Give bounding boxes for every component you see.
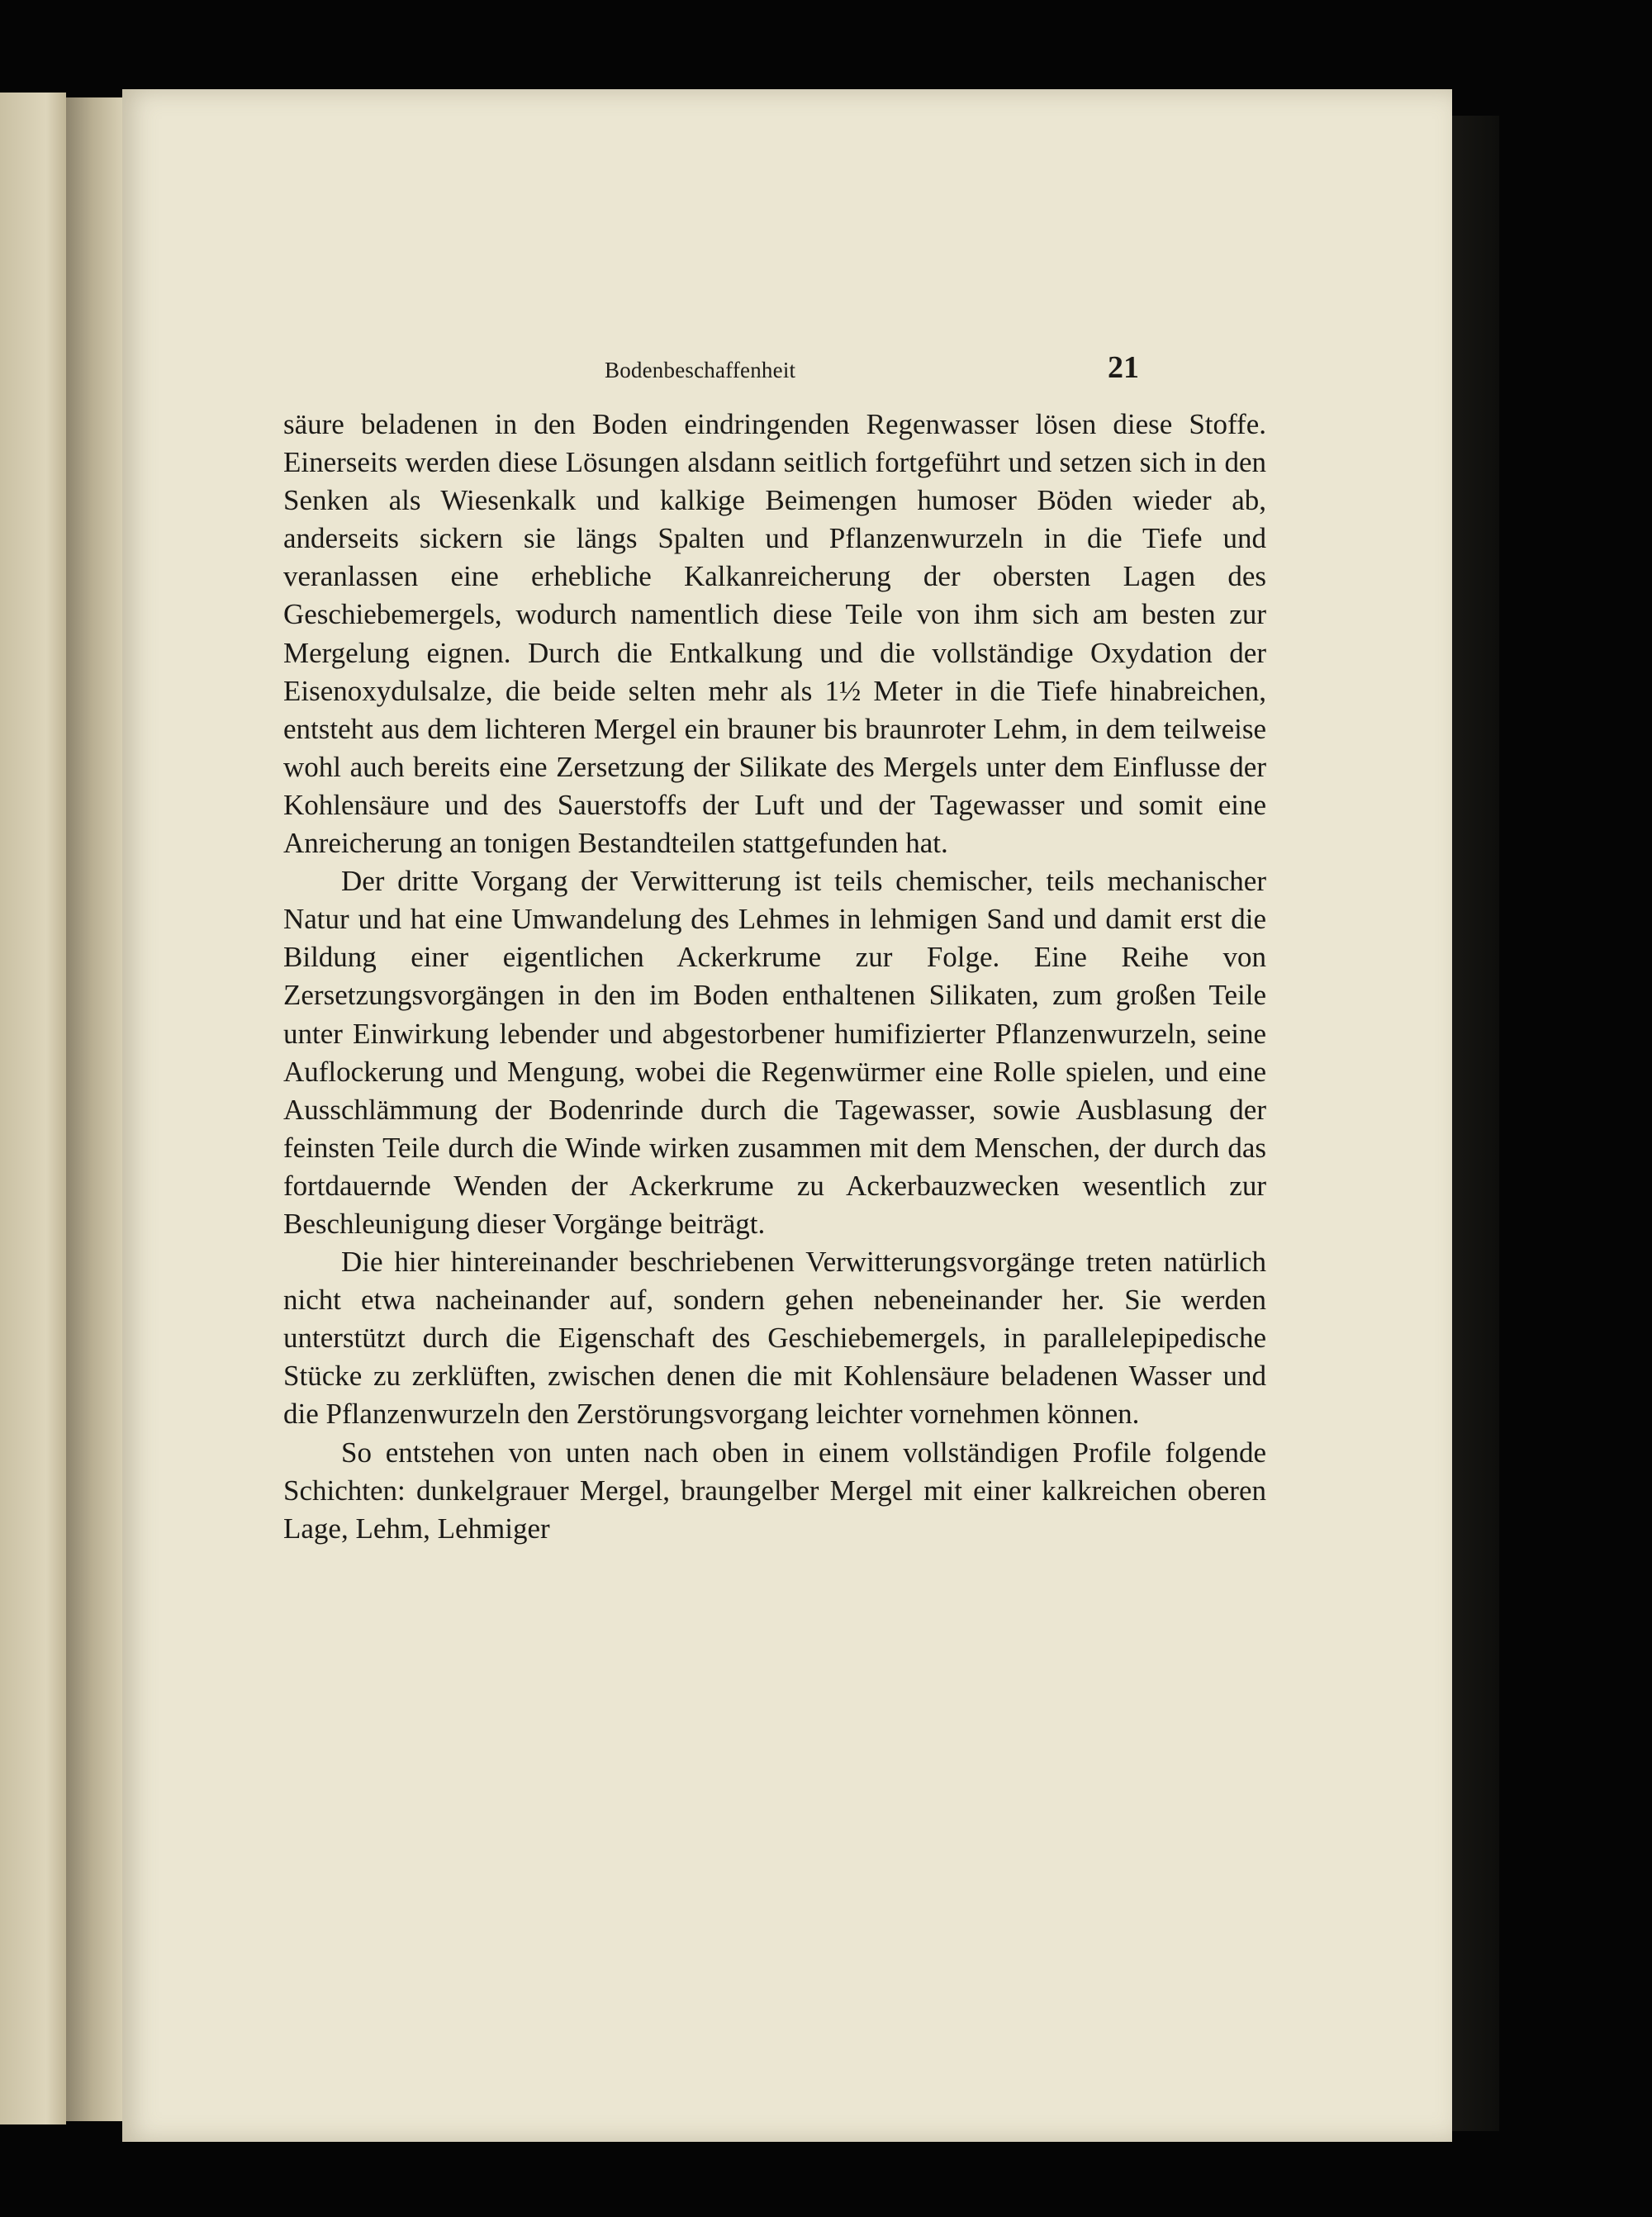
book-gutter xyxy=(66,97,124,2121)
book-page xyxy=(122,89,1452,2142)
paragraph-simultaneous-processes: Die hier hintereinander beschriebenen Verwitterungsvorgänge treten natürlich nicht etwa nacheinander auf, sondern gehen nebeneinander her. Sie werden unterstützt durch die Eigenschaft des Geschiebemergels, in parallelepipedische Stücke zu zerklüften, zwischen denen die mit Kohlensäure beladenen Wasser und die Pflanzenwurzeln den Zerstörungsvorgang leichter vornehmen können. xyxy=(283,1246,1266,1431)
running-head-title: Bodenbeschaffenheit xyxy=(605,358,796,382)
paragraph-profile-layers: So entstehen von unten nach oben in einem vollständigen Profile folgende Schichten: dunkelgrauer Mergel, braungelber Mergel mit einer kalkreichen oberen Lage, Lehm, Lehmiger xyxy=(283,1436,1266,1545)
body-text xyxy=(283,406,1266,1548)
paragraph-continued: säure beladenen in den Boden eindringenden Regenwasser lösen diese Stoffe. Einerseits werden diese Lösungen alsdann seitlich fortgeführt und setzen sich in den Senken als Wiesenkalk und kalkige Beimengen humoser Böden wieder ab, anderseits sickern sie längs Spalten und Pflanzenwurzeln in die Tiefe und veranlassen eine erhebliche Kalkanreicherung der obersten Lagen des Geschiebemergels, wodurch namentlich diese Teile von ihm sich am besten zur Mergelung eignen. Durch die Entkalkung und die vollständige Oxydation der Eisenoxydulsalze, die beide selten mehr als 1½ Meter in die Tiefe hinabreichen, entsteht aus dem lichteren Mergel ein brauner bis braunroter Lehm, in dem teilweise wohl auch bereits eine Zersetzung der Silikate des Mergels unter dem Einflusse der Kohlensäure und des Sauerstoffs der Luft und der Tagewasser und somit eine Anreicherung an tonigen Bestandteilen stattgefunden hat. xyxy=(283,408,1266,860)
left-page-edge xyxy=(0,93,66,2124)
paragraph-third-process: Der dritte Vorgang der Verwitterung ist teils chemischer, teils mechanischer Natur und hat eine Umwandelung des Lehmes in lehmigen Sand und damit erst die Bildung einer eigentlichen Ackerkrume zur Folge. Eine Reihe von Zersetzungsvorgängen in den im Boden enthaltenen Silikaten, zum großen Teile unter Einwirkung lebender und abgestorbener humifizierter Pflanzenwurzeln, seine Auflockerung und Mengung, wobei die Regenwürmer eine Rolle spielen, und eine Ausschlämmung der Bodenrinde durch die Tagewasser, sowie Ausblasung der feinsten Teile durch die Winde wirken zusammen mit dem Menschen, der durch das fortdauernde Wenden der Ackerkrume zu Ackerbauzwecken wesentlich zur Beschleunigung dieser Vorgänge beiträgt. xyxy=(283,865,1266,1240)
running-head xyxy=(122,349,1452,391)
page-number: 21 xyxy=(1108,350,1139,385)
